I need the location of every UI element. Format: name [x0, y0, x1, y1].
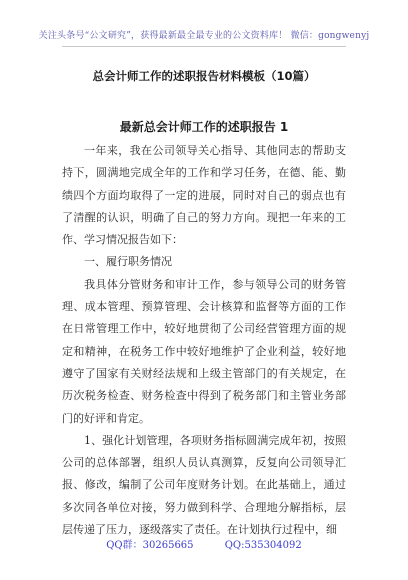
paragraph: 我具体分管财务和审计工作，参与领导公司的财务管理、成本管理、预算管理、会计核算和监督等方面的工作在日常管理工作中，较好地贯彻了公司经营管理方面的规定和精神，在税务工作中较好地维护了企业利益，较好地遵守了国家有关财经法规和上级主管部门的有关规定，在历次税务检查、财务检查中得到了税务部门和主管业务部门的好评和肯定。 — [62, 277, 346, 425]
footer-qq-number: QQ:535304092 — [224, 540, 302, 551]
body-text — [62, 140, 346, 541]
paragraph: 一、履行职务情况 — [84, 255, 172, 269]
header-divider — [62, 46, 346, 47]
footer-qq-group: QQ群：30265665 — [106, 540, 194, 551]
header-notice: 关注头条号“公文研究”，获得最新最全最专业的公文资料库！ 微信：gongwenyj — [38, 31, 370, 41]
section-title: 最新总会计师工作的述职报告 1 — [119, 120, 289, 134]
footer-contact — [0, 536, 408, 551]
paragraph: 1、强化计划管理，各项财务指标圆满完成年初，按照公司的总体部署，组织人员认真测算，反复向公司领导汇报、修改，编制了公司年度财务计划。在此基础上，通过多次同各单位对接，努力做到科学、合理地分解指标，层层传递了压力，逐级落实了责任。在计划执行过程中，细 — [62, 433, 346, 537]
paragraph: 一年来，我在公司领导关心指导、其他同志的帮助支持下，圆满地完成全年的工作和学习任务，在德、能、勤绩四个方面均取得了一定的进展，同时对自己的弱点也有了清醒的认识，明确了自己的努力方向。现把一年来的工作、学习情况报告如下： — [62, 144, 346, 247]
document-title: 总会计师工作的述职报告材料模板（10篇） — [92, 69, 316, 83]
